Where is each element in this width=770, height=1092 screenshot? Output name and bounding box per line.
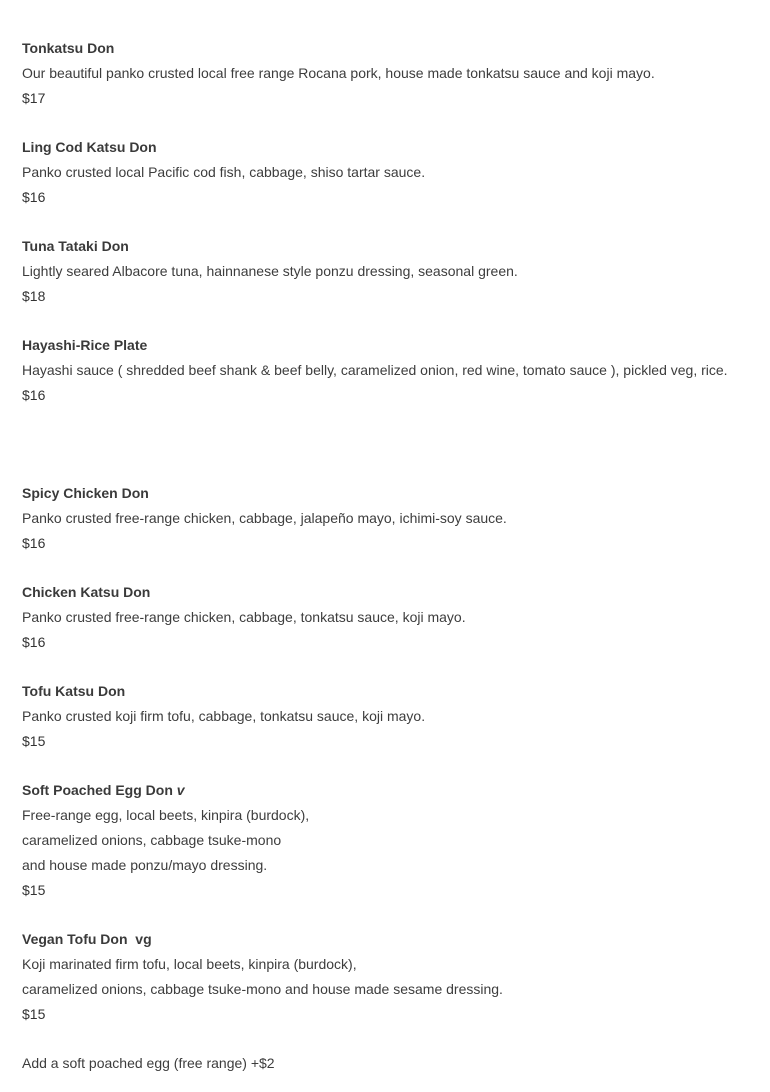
menu-item-soft-poached-egg-don bbox=[22, 778, 742, 903]
item-name: Ling Cod Katsu Don bbox=[22, 139, 157, 155]
item-price: $16 bbox=[22, 189, 46, 205]
item-price: $16 bbox=[22, 634, 46, 650]
item-description-line: caramelized onions, cabbage tsuke-mono and house made sesame dressing. bbox=[22, 981, 503, 997]
item-name: Tonkatsu Don bbox=[22, 40, 115, 56]
menu-item-tuna-tataki-don bbox=[22, 234, 742, 309]
item-name: Tuna Tataki Don bbox=[22, 238, 129, 254]
item-price: $16 bbox=[22, 535, 46, 551]
item-description: Panko crusted free-range chicken, cabbage, tonkatsu sauce, koji mayo. bbox=[22, 609, 466, 625]
item-name: Chicken Katsu Don bbox=[22, 584, 151, 600]
menu-item-ling-cod-katsu-don bbox=[22, 135, 742, 210]
item-price: $15 bbox=[22, 733, 46, 749]
item-name-text: Soft Poached Egg Don bbox=[22, 782, 173, 798]
item-name bbox=[22, 927, 742, 952]
item-description-line: Koji marinated firm tofu, local beets, kinpira (burdock), bbox=[22, 956, 357, 972]
vegan-tag: vg bbox=[135, 931, 152, 947]
menu-item-tonkatsu-don bbox=[22, 36, 742, 111]
section-spacer bbox=[22, 432, 742, 481]
menu-list bbox=[22, 36, 742, 1076]
menu-item-tofu-katsu-don bbox=[22, 679, 742, 754]
item-name: Tofu Katsu Don bbox=[22, 683, 126, 699]
item-price: $15 bbox=[22, 1006, 46, 1022]
item-description: Panko crusted local Pacific cod fish, cabbage, shiso tartar sauce. bbox=[22, 164, 426, 180]
addon-note: Add a soft poached egg (free range) +$2 bbox=[22, 1055, 275, 1071]
menu-item-vegan-tofu-don bbox=[22, 927, 742, 1027]
item-price: $17 bbox=[22, 90, 46, 106]
menu-item-hayashi-rice-plate bbox=[22, 333, 742, 408]
item-description: Lightly seared Albacore tuna, hainnanese style ponzu dressing, seasonal green. bbox=[22, 263, 518, 279]
item-description-line: and house made ponzu/mayo dressing. bbox=[22, 857, 268, 873]
menu-item-spicy-chicken-don bbox=[22, 481, 742, 556]
item-description: Hayashi sauce ( shredded beef shank & beef belly, caramelized onion, red wine, tomato sauce ), pickled veg, rice. bbox=[22, 362, 728, 378]
item-description: Our beautiful panko crusted local free range Rocana pork, house made tonkatsu sauce and koji mayo. bbox=[22, 65, 655, 81]
item-price: $18 bbox=[22, 288, 46, 304]
item-price: $15 bbox=[22, 882, 46, 898]
menu-item-chicken-katsu-don bbox=[22, 580, 742, 655]
vegetarian-tag: v bbox=[176, 782, 185, 798]
item-price: $16 bbox=[22, 387, 46, 403]
item-name-text: Vegan Tofu Don bbox=[22, 931, 128, 947]
item-description-line: Free-range egg, local beets, kinpira (burdock), bbox=[22, 807, 310, 823]
item-description: Panko crusted koji firm tofu, cabbage, tonkatsu sauce, koji mayo. bbox=[22, 708, 426, 724]
item-description-line: caramelized onions, cabbage tsuke-mono bbox=[22, 832, 282, 848]
item-name: Spicy Chicken Don bbox=[22, 485, 149, 501]
item-name: Hayashi-Rice Plate bbox=[22, 337, 148, 353]
item-name bbox=[22, 778, 742, 803]
item-description: Panko crusted free-range chicken, cabbage, jalapeño mayo, ichimi-soy sauce. bbox=[22, 510, 507, 526]
